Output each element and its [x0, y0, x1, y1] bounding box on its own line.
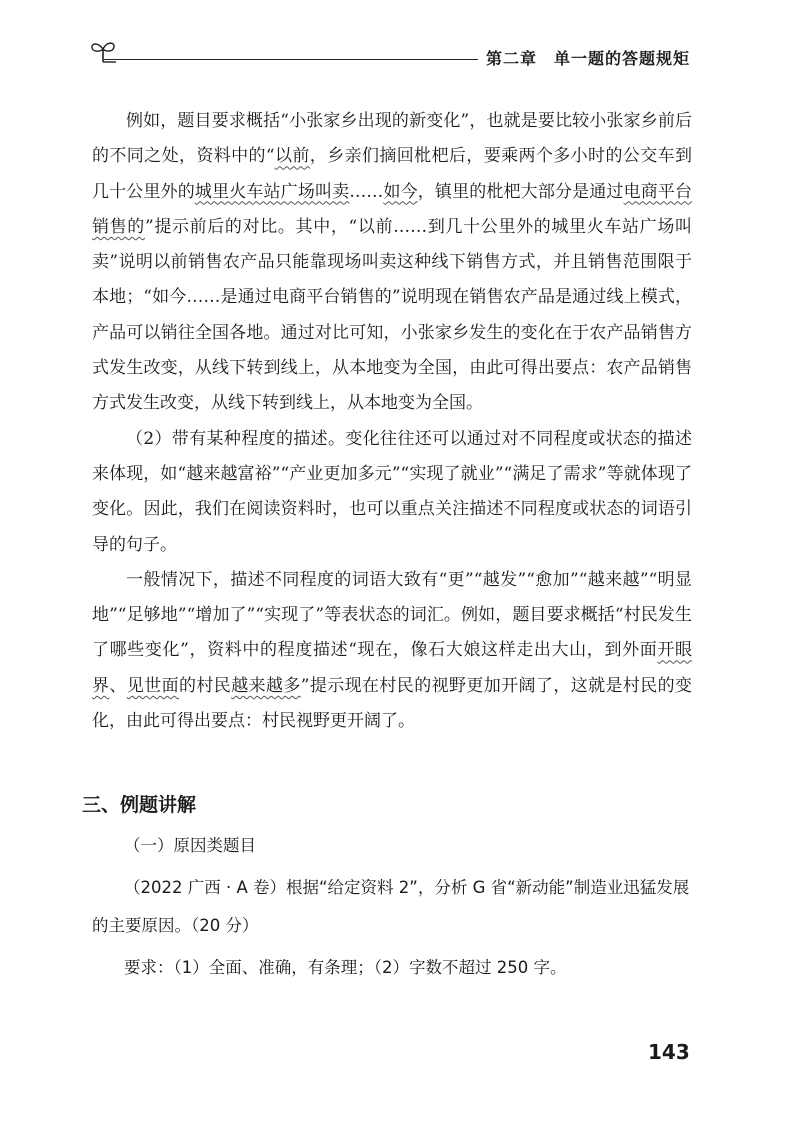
paragraph-example-2: 一般情况下，描述不同程度的词语大致有“更”“越发”“愈加”“越来越”“明显地”“足够地”“增加了”“实现了”等表状态的词汇。例如，题目要求概括“村民发生了哪些变化”，资料中的程度描述“现在，像石大娘这样走出大山，到外面开眼界、见世面的村民越来越多”提示现在村民的视野更加开阔了，这就是村民的变化，由此可得出要点：村民视野更开阔了。	[92, 569, 693, 732]
paragraph-example-1: 例如，题目要求概括“小张家乡出现的新变化”，也就是要比较小张家乡前后的不同之处，资料中的“以前，乡亲们摘回枇杷后，要乘两个多小时的公交车到几十公里外的城里火车站广场叫卖……如今，镇里的枇杷大部分是通过电商平台销售的”提示前后的对比。其中，“以前……到几十公里外的城里火车站广场叫卖”说明以前销售农产品只能靠现场叫卖这种线下销售方式，并且销售范围限于本地；“如今……是通过电商平台销售的”说明现在销售农产品是通过线上模式，产品可以销往全国各地。通过对比可知，小张家乡发生的变化在于农产品销售方式发生改变，从线下转到线上，从本地变为全国，由此可得出要点：农产品销售方式发生改变，从线下转到线上，从本地变为全国。	[92, 111, 693, 414]
sprout-logo-icon	[88, 38, 118, 64]
paragraph-degree-description: （2）带有某种程度的描述。变化往往还可以通过对不同程度或状态的描述来体现，如“越来越富裕”“产业更加多元”“实现了就业”“满足了需求”等就体现了变化。因此，我们在阅读资料时，也可以重点关注描述不同程度或状态的词语引导的句子。	[92, 428, 692, 555]
question-line-1: （2022 广西 · A 卷）根据“给定资料 2”，分析 G 省“新动能”制造业迅猛发展	[124, 878, 690, 897]
sub-heading: （一）原因类题目	[124, 836, 256, 855]
requirements: 要求：（1）全面、准确，有条理；（2）字数不超过 250 字。	[124, 958, 567, 977]
question-line-2: 的主要原因。（20 分）	[92, 916, 259, 935]
header-rule	[104, 59, 478, 60]
section-heading: 三、例题讲解	[82, 794, 197, 816]
chapter-header: 第二章 单一题的答题规矩	[486, 49, 691, 68]
body-text	[92, 104, 692, 739]
page-number: 143	[648, 1040, 690, 1064]
